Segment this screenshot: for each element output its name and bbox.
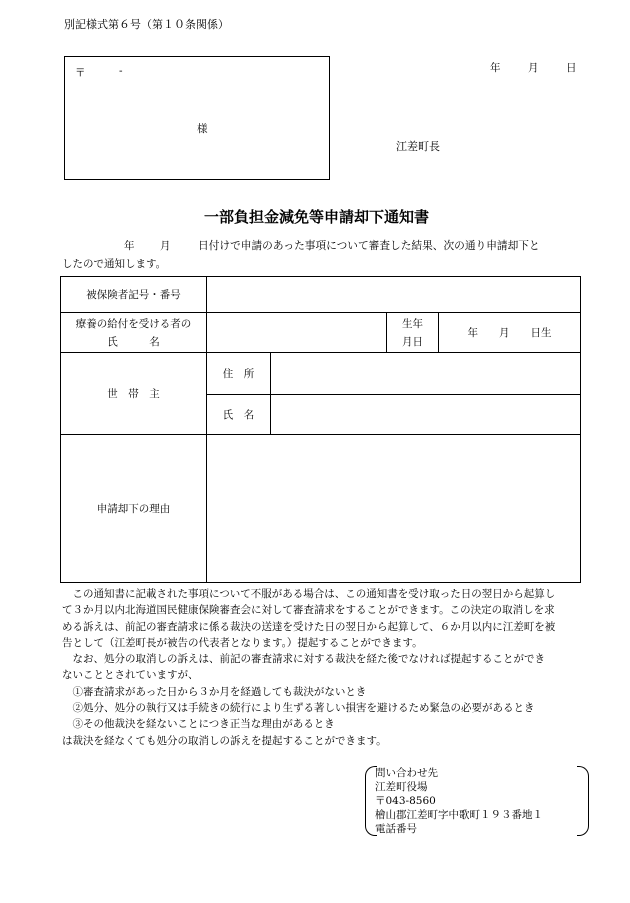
contact-heading: 問い合わせ先 [375, 767, 438, 779]
date-year: 年 [490, 62, 501, 74]
notice-line: ②処分、処分の執行又は手続きの続行により生ずる著しい損害を避けるため緊急の必要があるとき [62, 702, 535, 715]
application-table [60, 276, 581, 583]
address-label: 住 所 [207, 353, 271, 395]
contact-postal: 〒043-8560 [375, 795, 436, 807]
document-title: 一部負担金減免等申請却下通知書 [204, 208, 430, 226]
birth-label-1: 生年 [402, 317, 423, 330]
notice-line: 告として（江差町長が被告の代表者となります。）提起することができます。 [62, 636, 423, 649]
notice-line: ないこととされていますが、 [62, 669, 199, 682]
name-label: 氏 名 [207, 395, 271, 435]
insured-label: 被保険者記号・番号 [61, 277, 207, 313]
contact-lines [375, 766, 543, 836]
recipient-label [61, 313, 207, 353]
insured-value [207, 277, 581, 313]
intro-month: 月 [160, 240, 171, 252]
name-value [271, 395, 581, 435]
birth-label-2: 月日 [402, 335, 423, 348]
birth-label [387, 313, 439, 353]
recipient-label-1: 療養の給付を受ける者の [75, 317, 192, 330]
notice-line: この通知書に記載された事項について不服がある場合は、この通知書を受け取った日の翌日から起算し [62, 588, 556, 600]
notice-line: て３か月以内北海道国民健康保険審査会に対して審査請求をすることができます。この決定の取消しを求 [62, 604, 555, 617]
notice-text [62, 586, 582, 749]
honorific: 様 [197, 123, 208, 135]
intro-line1: 日付けで申請のあった事項について審査した結果、次の通り申請却下と [198, 239, 540, 252]
table-row [61, 313, 581, 353]
date-day: 日 [566, 62, 577, 74]
date-month: 月 [528, 62, 539, 74]
intro-line2: したので通知します。 [62, 258, 167, 270]
contact-office: 江差町役場 [375, 781, 428, 793]
recipient-label-2: 氏 名 [107, 335, 160, 348]
address-value [271, 353, 581, 395]
contact-phone: 電話番号 [375, 823, 417, 835]
contact-address: 檜山郡江差町字中歌町１９３番地１ [375, 809, 543, 821]
notice-line: める訴えは、前記の審査請求に係る裁決の送達を受けた日の翌日から起算して、６か月以内に江差町を被 [62, 620, 556, 633]
notice-line: ③その他裁決を経ないことにつき正当な理由があるとき [62, 718, 335, 731]
address-box [64, 56, 330, 180]
birth-value: 年 月 日生 [439, 313, 581, 353]
notice-line: は裁決を経なくても処分の取消しの訴えを提起することができます。 [62, 734, 387, 747]
reason-label: 申請却下の理由 [61, 435, 207, 583]
reason-value [207, 435, 581, 583]
issuer: 江差町長 [396, 140, 440, 153]
table-row [61, 435, 581, 583]
contact-bracket-right [577, 766, 589, 836]
contact-box [365, 766, 589, 836]
form-number: 別記様式第６号（第１０条関係） [64, 18, 229, 31]
householder-label: 世 帯 主 [61, 353, 207, 435]
postal-dash: - [119, 65, 123, 77]
notice-line: なお、処分の取消しの訴えは、前記の審査請求に対する裁決を経た後でなければ提起することができ [62, 653, 545, 666]
table-row [61, 353, 581, 395]
recipient-name-value [207, 313, 387, 353]
intro-year: 年 [124, 240, 135, 252]
table-row [61, 277, 581, 313]
notice-line: ①審査請求があった日から３か月を経過しても裁決がないとき [62, 685, 367, 698]
postal-mark: 〒 [75, 67, 86, 79]
